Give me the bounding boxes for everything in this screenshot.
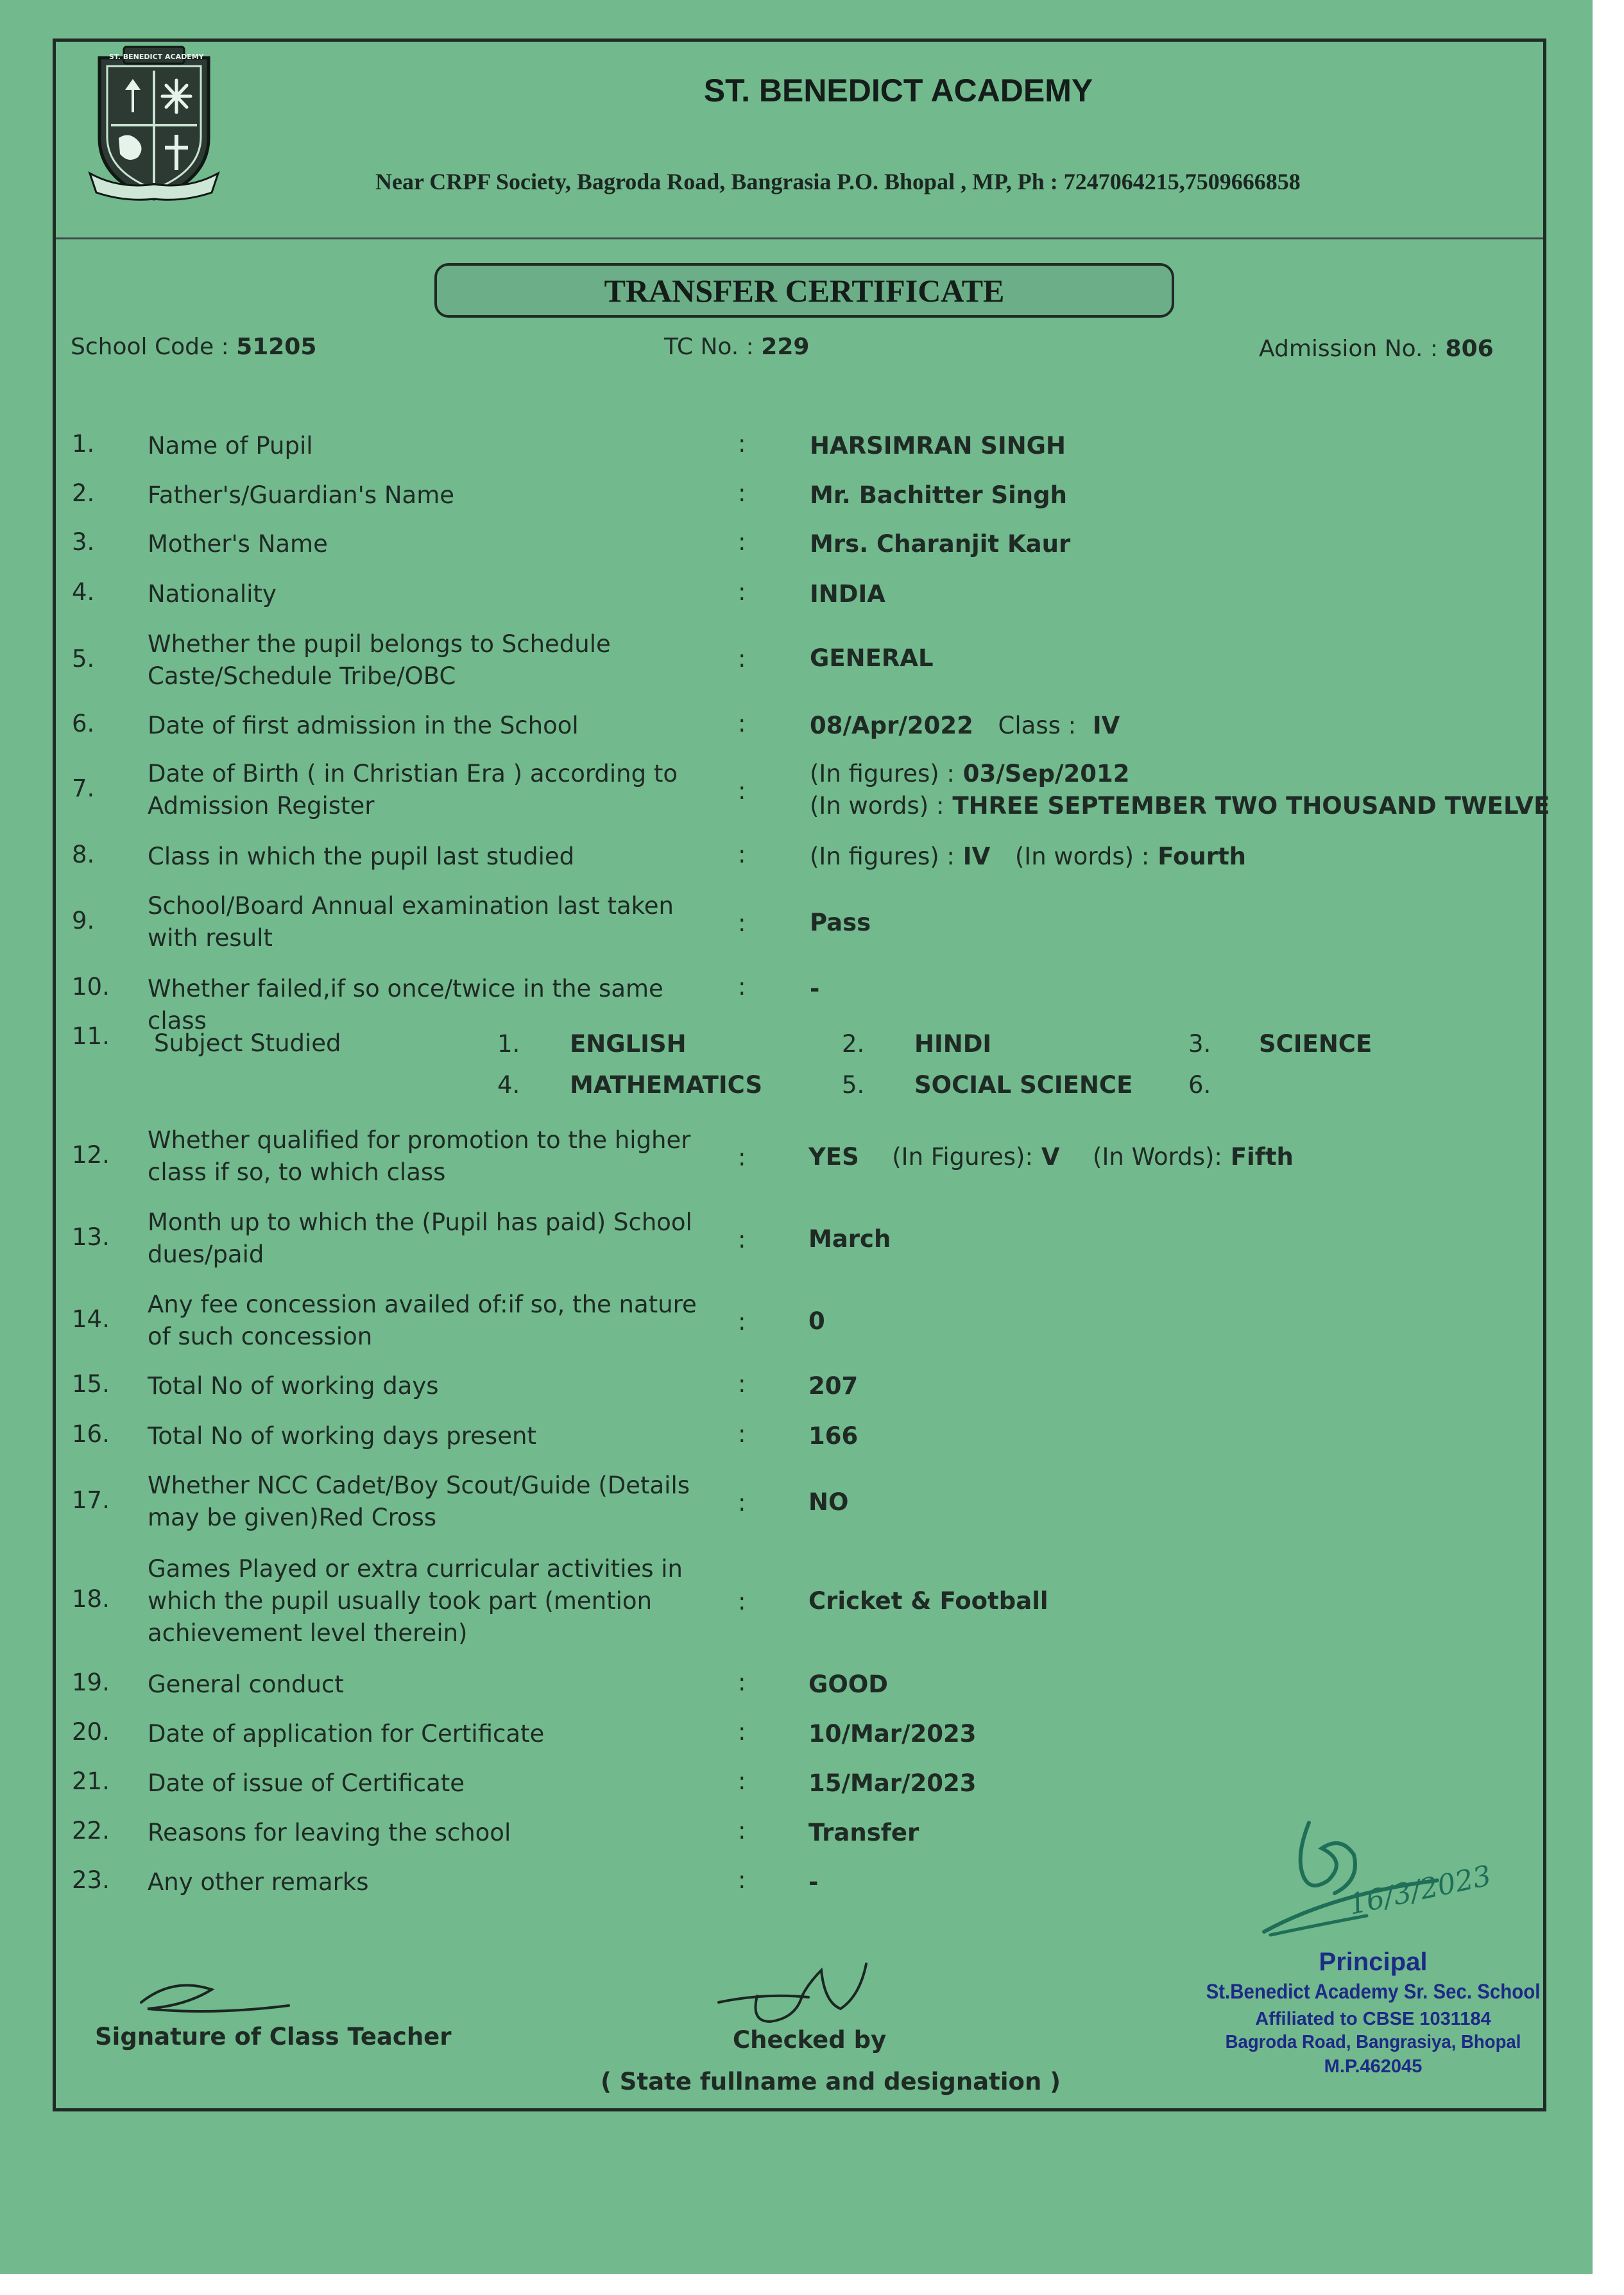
row-subjects-studied: 11. Subject Studied 1. ENGLISH 2. HINDI 3. SCIENCE 4. MATHEMATICS 5. SOCIAL SCIENCE 6. — [72, 1022, 1372, 1099]
certificate-sheet: ST. BENEDICT ACADEMY ST. BENEDICT ACADEMY Near CRPF Society, Bagroda Road, Bangrasia P.O. Bhopal , MP, Ph : 7247064215,7509666858 TRANSFER CERTIFICATE School Code : 51205 TC No. : 229 Admission No. : 806 1. Name of Pupil : HARSIMRAN SINGH 2. Father's/Guardian's Name : Mr. Bachitter Singh 3. Mother's Name : Mrs. Charanjit Kaur 4. Nationality : INDIA 5. Whether the pupil belongs to Schedule Caste/Schedule Tribe/OBC : GENERAL 6. Date of first admission in the School : 08/Apr/2022 Class : IV 7. Date of Birth ( in Christian Era ) according to Admission Register : (In figures) : 03/Sep/2012 (In words) : THREE SEPTEMBER TWO THOUSAND TWELVE 8. Class in which the pupil last studied : (In figures) : IV (In words) : Fourth 9. School/Board Annual examination last taken with result : Pass 10. Whether failed,if so once/twice in the same class : - 11. Subject Studied 1. ENGLISH 2. HINDI 3. SCIENCE 4. MATHEMATICS 5. SOCIAL SCIENCE 6. 12. Whether qualified for promotion to the higher class if so, to which class : YES (In Figures): V (In Words): Fifth 13. Month up to which the (Pupil has paid) School dues/paid : March 14. Any fee concession availed of:if so, the nature of such concession : 0 15. Total No of working days : 207 16. Total No of working days present : 166 17. Whether NCC Cadet/Boy Scout/Guide (Details may be given)Red Cross : NO 18. Games Played or extra curricular activities in which the pupil usually took part (mention achievement level therein) : Cricket & Football 19. General conduct : GOOD 20. Date of application for Certificate : 10/Mar/2023 21. Date of issue of Certificate : 15/Mar/2023 22. Reasons for leaving the school : Transfer 23. Any other remarks : - 16/3/2023 Principal St.Benedict Academy Sr. Sec. School Affiliated to CBSE 1031184 Bagroda Road, Bangrasiya, Bhopal M.P.462045 Signature of Class Teacher Checked by ( State fullname and designation ) — [0, 0, 1593, 2274]
stamp-school-line: St.Benedict Academy Sr. Sec. School — [1206, 1980, 1541, 2003]
school-code: School Code : 51205 — [71, 334, 317, 360]
class-teacher-signature — [135, 1970, 302, 2028]
subject-2-name: HINDI — [914, 1030, 992, 1058]
stamp-address-line: Bagroda Road, Bangrasiya, Bhopal — [1225, 2032, 1521, 2052]
school-crest-logo — [87, 42, 221, 209]
logo-label: ST. BENEDICT ACADEMY — [109, 53, 204, 61]
school-name: ST. BENEDICT ACADEMY — [703, 73, 1093, 108]
subject-1-number: 1. — [497, 1030, 520, 1058]
stamp-affiliation-line: Affiliated to CBSE 1031184 — [1255, 2009, 1491, 2029]
header-divider — [56, 237, 1543, 239]
stamp-pincode-line: M.P.462045 — [1324, 2056, 1423, 2077]
subject-4-number: 4. — [497, 1071, 520, 1099]
certificate-title: TRANSFER CERTIFICATE — [434, 263, 1174, 318]
subject-3-name: SCIENCE — [1259, 1030, 1372, 1058]
stamp-principal-title: Principal — [1319, 1948, 1428, 1976]
checked-by-label: Checked by — [733, 2026, 887, 2054]
subject-5-number: 5. — [842, 1071, 865, 1099]
subject-2-number: 2. — [842, 1030, 865, 1058]
handwritten-date: 16/3/2023 — [1346, 1859, 1494, 1921]
state-fullname-note: ( State fullname and designation ) — [601, 2068, 1061, 2095]
school-address: Near CRPF Society, Bagroda Road, Bangrasia P.O. Bhopal , MP, Ph : 7247064215,7509666858 — [375, 169, 1301, 194]
subject-4-name: MATHEMATICS — [570, 1071, 763, 1099]
tc-number: TC No. : 229 — [664, 334, 810, 360]
subject-5-name: SOCIAL SCIENCE — [914, 1071, 1133, 1099]
checked-by-signature — [712, 1957, 873, 2034]
class-teacher-signature-label: Signature of Class Teacher — [95, 2023, 452, 2050]
subject-3-number: 3. — [1188, 1030, 1211, 1058]
admission-number: Admission No. : 806 — [1259, 336, 1494, 362]
subject-1-name: ENGLISH — [570, 1030, 687, 1058]
subject-6-number: 6. — [1188, 1071, 1211, 1099]
